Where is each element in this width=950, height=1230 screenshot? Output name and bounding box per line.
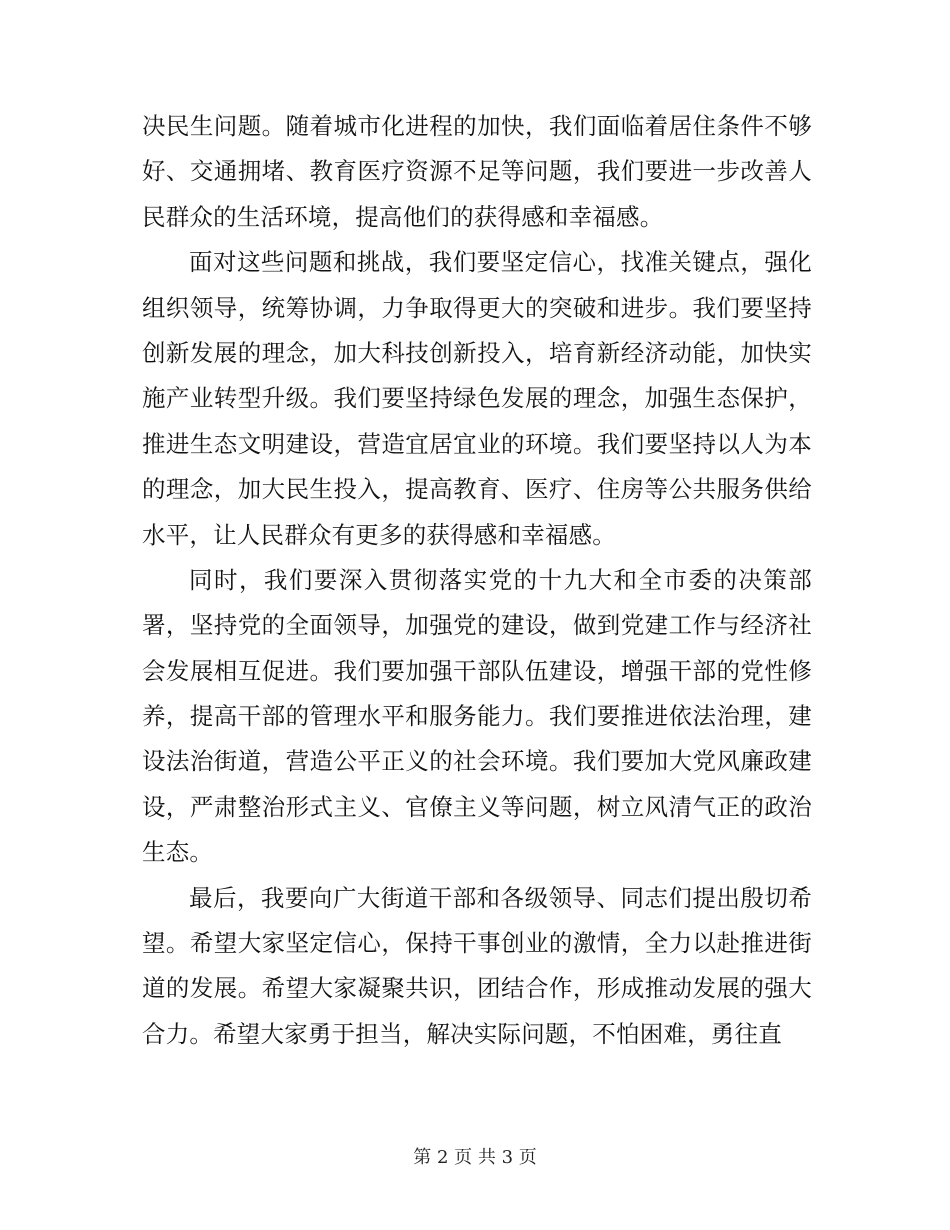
text-line: 民群众的生活环境，提高他们的获得感和幸福感。 — [142, 202, 664, 231]
text-line: 最后，我要向广大街道干部和各级领导、同志们提出殷切希 — [189, 883, 812, 912]
paragraph-2 — [142, 240, 812, 558]
text-line: 组织领导，统筹协调，力争取得更大的突破和进步。我们要坚持 — [142, 293, 812, 322]
text-line: 设法治街道，营造公平正义的社会环境。我们要加大党风廉政建 — [142, 747, 812, 776]
text-line: 望。希望大家坚定信心，保持干事创业的激情，全力以赴推进街 — [142, 929, 812, 958]
paragraph-4 — [142, 876, 812, 1058]
text-line: 决民生问题。随着城市化进程的加快，我们面临着居住条件不够 — [142, 112, 812, 140]
text-line: 面对这些问题和挑战，我们要坚定信心，找准关键点，强化 — [189, 248, 812, 277]
paragraph-3 — [142, 558, 812, 876]
text-line: 生态。 — [142, 838, 214, 867]
text-line: 署，坚持党的全面领导，加强党的建设，做到党建工作与经济社 — [142, 611, 812, 640]
text-line: 养，提高干部的管理水平和服务能力。我们要推进依法治理，建 — [142, 702, 812, 731]
document-body — [142, 104, 812, 1057]
text-line: 水平，让人民群众有更多的获得感和幸福感。 — [142, 520, 616, 549]
text-line: 好、交通拥堵、教育医疗资源不足等问题，我们要进一步改善人 — [142, 157, 812, 186]
text-line: 设，严肃整治形式主义、官僚主义等问题，树立风清气正的政治 — [142, 792, 812, 821]
paragraph-1 — [142, 104, 812, 240]
text-line: 合力。希望大家勇于担当，解决实际问题，不怕困难，勇往直 — [142, 1019, 782, 1048]
text-line: 道的发展。希望大家凝聚共识，团结合作，形成推动发展的强大 — [142, 974, 812, 1003]
text-line: 推进生态文明建设，营造宜居宜业的环境。我们要坚持以人为本 — [142, 429, 812, 458]
text-line: 同时，我们要深入贯彻落实党的十九大和全市委的决策部 — [189, 565, 812, 594]
text-line: 的理念，加大民生投入，提高教育、医疗、住房等公共服务供给 — [142, 475, 812, 504]
page-number-footer: 第 2 页 共 3 页 — [413, 1147, 537, 1168]
text-line: 施产业转型升级。我们要坚持绿色发展的理念，加强生态保护， — [142, 384, 812, 413]
text-line: 会发展相互促进。我们要加强干部队伍建设，增强干部的党性修 — [142, 656, 812, 685]
text-line: 创新发展的理念，加大科技创新投入，培育新经济动能，加快实 — [142, 338, 812, 367]
